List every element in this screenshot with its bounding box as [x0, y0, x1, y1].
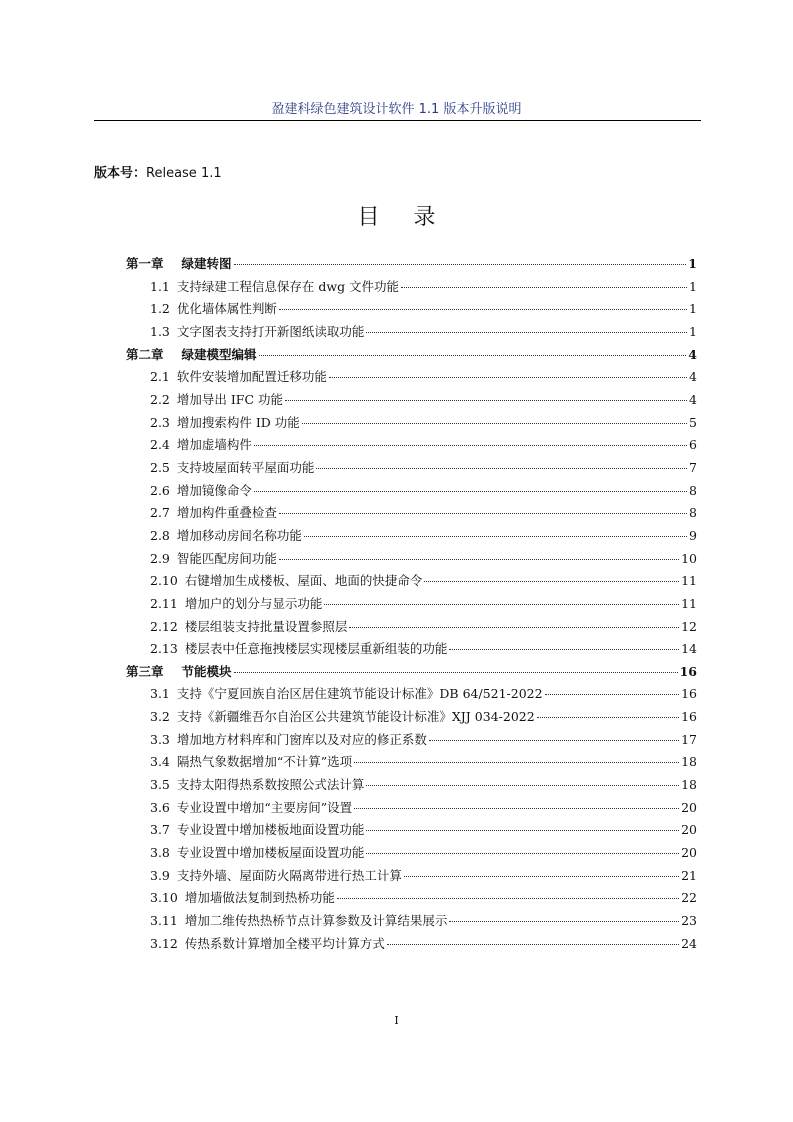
page-header-title: 盈建科绿色建筑设计软件 1.1 版本升版说明 [271, 102, 522, 117]
dot-leader [366, 332, 687, 333]
dot-leader [324, 604, 679, 605]
toc-entry-number: 2.5 [150, 459, 170, 475]
toc-entry-page: 18 [681, 754, 697, 770]
toc-entry-title: 楼层表中任意拖拽楼层实现楼层重新组装的功能 [184, 641, 448, 657]
dot-leader [349, 627, 679, 628]
toc-entry[interactable] [126, 798, 697, 821]
toc-entry-number: 3.4 [150, 754, 170, 770]
toc-entry[interactable] [126, 707, 697, 730]
toc-entry-number: 2.13 [150, 641, 178, 657]
dot-leader [279, 309, 687, 310]
dot-leader [387, 944, 679, 945]
toc-entry-number: 3.9 [150, 867, 170, 883]
toc-entry-page: 4 [689, 369, 697, 385]
toc-entry-title: 增加地方材料库和门窗库以及对应的修正系数 [176, 731, 427, 747]
toc-entry[interactable] [126, 911, 697, 934]
toc-entry-page: 21 [681, 867, 697, 883]
toc-entry-number: 1.2 [150, 301, 170, 317]
toc-entry-page: 1 [689, 301, 697, 317]
toc-entry-page: 4 [689, 391, 697, 407]
toc-entry[interactable] [126, 549, 697, 572]
toc-entry-number: 2.7 [150, 505, 170, 521]
toc-entry-title: 智能匹配房间功能 [176, 550, 277, 566]
toc-entry-page: 20 [681, 822, 697, 838]
dot-leader [337, 898, 679, 899]
toc-entry[interactable] [126, 684, 697, 707]
toc-entry-number: 2.8 [150, 527, 170, 543]
table-of-contents [126, 254, 697, 956]
toc-entry[interactable] [126, 435, 697, 458]
dot-leader [424, 581, 679, 582]
toc-entry-number: 3.7 [150, 822, 170, 838]
toc-entry-title: 优化墙体属性判断 [176, 301, 277, 317]
toc-entry-title: 增加导出 IFC 功能 [176, 391, 284, 407]
toc-entry-title: 右键增加生成楼板、屋面、地面的快捷命令 [184, 573, 423, 589]
toc-entry-number: 2.11 [150, 595, 178, 611]
dot-leader [545, 694, 680, 695]
toc-entry-number: 2.6 [150, 482, 170, 498]
toc-entry-page: 7 [689, 459, 697, 475]
toc-entry-number: 第一章 [126, 256, 164, 271]
toc-entry-title: 楼层组装支持批量设置参照层 [184, 618, 348, 634]
toc-entry-number: 2.3 [150, 414, 170, 430]
toc-entry-title: 增加构件重叠检查 [176, 505, 277, 521]
toc-entry[interactable] [126, 843, 697, 866]
toc-entry-page: 1 [689, 278, 697, 294]
dot-leader [316, 468, 687, 469]
toc-entry-title: 绿建模型编辑 [181, 346, 257, 362]
dot-leader [366, 785, 679, 786]
toc-entry-number: 3.2 [150, 709, 170, 725]
toc-entry-title: 专业设置中增加楼板屋面设置功能 [176, 845, 365, 861]
toc-entry-title: 增加墙做法复制到热桥功能 [184, 890, 335, 906]
toc-title-char: 录 [413, 205, 436, 230]
toc-entry[interactable] [126, 934, 697, 957]
toc-entry-number: 3.11 [150, 913, 178, 929]
toc-entry-title: 增加搜索构件 ID 功能 [176, 414, 300, 430]
dot-leader [304, 536, 687, 537]
toc-entry[interactable] [126, 571, 697, 594]
dot-leader [329, 377, 687, 378]
toc-entry-number: 2.1 [150, 369, 170, 385]
version-value: Release 1.1 [146, 166, 222, 181]
toc-entry-page: 20 [681, 845, 697, 861]
toc-entry-title: 支持《新疆维吾尔自治区公共建筑节能设计标准》XJJ 034-2022 [176, 709, 535, 725]
toc-entry-number: 2.9 [150, 550, 170, 566]
toc-entry-number: 3.10 [150, 890, 178, 906]
dot-leader [449, 921, 679, 922]
toc-entry-title: 增加镜像命令 [176, 482, 252, 498]
toc-entry-number: 1.3 [150, 323, 170, 339]
toc-entry-title: 支持外墙、屋面防火隔离带进行热工计算 [176, 867, 402, 883]
toc-entry-page: 5 [689, 414, 697, 430]
toc-entry[interactable] [126, 730, 697, 753]
toc-entry-title: 支持太阳得热系数按照公式法计算 [176, 777, 365, 793]
toc-entry-title: 软件安装增加配置迁移功能 [176, 369, 327, 385]
toc-entry-number: 第三章 [126, 663, 164, 679]
toc-entry-page: 16 [681, 686, 697, 702]
toc-entry-title: 专业设置中增加楼板地面设置功能 [176, 822, 365, 838]
dot-leader [537, 717, 679, 718]
toc-entry-page: 4 [688, 346, 697, 362]
toc-entry[interactable] [126, 390, 697, 413]
toc-entry[interactable] [126, 752, 697, 775]
dot-leader [234, 264, 687, 265]
toc-entry-page: 17 [681, 731, 697, 747]
toc-entry[interactable] [126, 617, 697, 640]
toc-entry[interactable] [126, 639, 697, 662]
toc-entry[interactable] [126, 367, 697, 390]
toc-entry-page: 8 [689, 482, 697, 498]
dot-leader [285, 400, 687, 401]
dot-leader [366, 830, 679, 831]
dot-leader [279, 513, 687, 514]
toc-entry-title: 增加虚墙构件 [176, 437, 252, 453]
toc-entry-page: 18 [681, 777, 697, 793]
toc-entry-page: 6 [689, 437, 697, 453]
toc-entry-title: 专业设置中增加“主要房间”设置 [176, 799, 353, 815]
toc-entry[interactable] [126, 299, 697, 322]
toc-entry-number: 1.1 [150, 278, 170, 294]
toc-entry-page: 11 [681, 595, 697, 611]
dot-leader [234, 672, 678, 673]
dot-leader [259, 355, 687, 356]
dot-leader [449, 649, 679, 650]
toc-entry-title: 节能模块 [181, 663, 232, 679]
toc-entry-title: 增加移动房间名称功能 [176, 527, 302, 543]
dot-leader [404, 876, 679, 877]
toc-entry-page: 20 [681, 799, 697, 815]
version-label: 版本号： [94, 166, 147, 181]
toc-entry[interactable] [126, 345, 697, 368]
toc-entry[interactable] [126, 866, 697, 889]
toc-entry[interactable] [126, 888, 697, 911]
dot-leader [279, 559, 679, 560]
toc-entry-number: 3.12 [150, 935, 178, 951]
toc-entry[interactable] [126, 458, 697, 481]
toc-entry-page: 10 [681, 550, 697, 566]
toc-entry[interactable] [126, 413, 697, 436]
toc-entry-title: 隔热气象数据增加“不计算”选项 [176, 754, 353, 770]
version-line [94, 162, 222, 181]
toc-entry-title: 绿建转图 [181, 256, 232, 271]
dot-leader [354, 808, 679, 809]
toc-entry-page: 16 [681, 709, 697, 725]
toc-entry-page: 1 [689, 323, 697, 339]
toc-entry-number: 2.12 [150, 618, 178, 634]
toc-entry-page: 8 [689, 505, 697, 521]
toc-entry-title: 支持坡屋面转平屋面功能 [176, 459, 315, 475]
toc-entry-title: 支持绿建工程信息保存在 dwg 文件功能 [176, 278, 400, 294]
toc-entry-page: 11 [681, 573, 697, 589]
dot-leader [429, 740, 679, 741]
toc-entry-page: 16 [679, 663, 697, 679]
toc-entry-title: 增加户的划分与显示功能 [184, 595, 323, 611]
toc-entry-page: 9 [689, 527, 697, 543]
toc-entry[interactable] [126, 775, 697, 798]
toc-entry[interactable] [126, 662, 697, 685]
dot-leader [354, 762, 679, 763]
toc-entry-page: 24 [681, 935, 697, 951]
toc-entry-number: 第二章 [126, 346, 164, 362]
toc-entry[interactable] [126, 526, 697, 549]
toc-entry-page: 14 [681, 641, 697, 657]
toc-entry-number: 2.4 [150, 437, 170, 453]
toc-entry-title: 文字图表支持打开新图纸读取功能 [176, 323, 365, 339]
page-number: I [394, 1014, 399, 1027]
toc-entry-number: 3.6 [150, 799, 170, 815]
header-rule [94, 120, 701, 121]
toc-entry[interactable] [126, 277, 697, 300]
toc-entry[interactable] [126, 594, 697, 617]
toc-entry-number: 3.8 [150, 845, 170, 861]
toc-entry-title: 增加二维传热热桥节点计算参数及计算结果展示 [184, 913, 448, 929]
toc-entry-number: 2.10 [150, 573, 178, 589]
dot-leader [302, 423, 687, 424]
dot-leader [366, 853, 679, 854]
toc-entry[interactable] [126, 322, 697, 345]
dot-leader [254, 491, 687, 492]
toc-entry[interactable] [126, 481, 697, 504]
toc-entry[interactable] [126, 254, 697, 277]
toc-entry-number: 3.5 [150, 777, 170, 793]
toc-entry[interactable] [126, 820, 697, 843]
dot-leader [401, 287, 687, 288]
toc-entry-page: 12 [681, 618, 697, 634]
toc-entry-page: 1 [688, 256, 697, 271]
toc-entry-page: 22 [681, 890, 697, 906]
toc-entry-number: 3.1 [150, 686, 170, 702]
toc-entry-number: 3.3 [150, 731, 170, 747]
toc-title [0, 200, 793, 231]
toc-entry-title: 传热系数计算增加全楼平均计算方式 [184, 935, 385, 951]
toc-title-char: 目 [357, 205, 380, 230]
toc-entry-title: 支持《宁夏回族自治区居住建筑节能设计标准》DB 64/521-2022 [176, 686, 543, 702]
dot-leader [254, 445, 687, 446]
toc-entry[interactable] [126, 503, 697, 526]
toc-entry-number: 2.2 [150, 391, 170, 407]
toc-entry-page: 23 [681, 913, 697, 929]
